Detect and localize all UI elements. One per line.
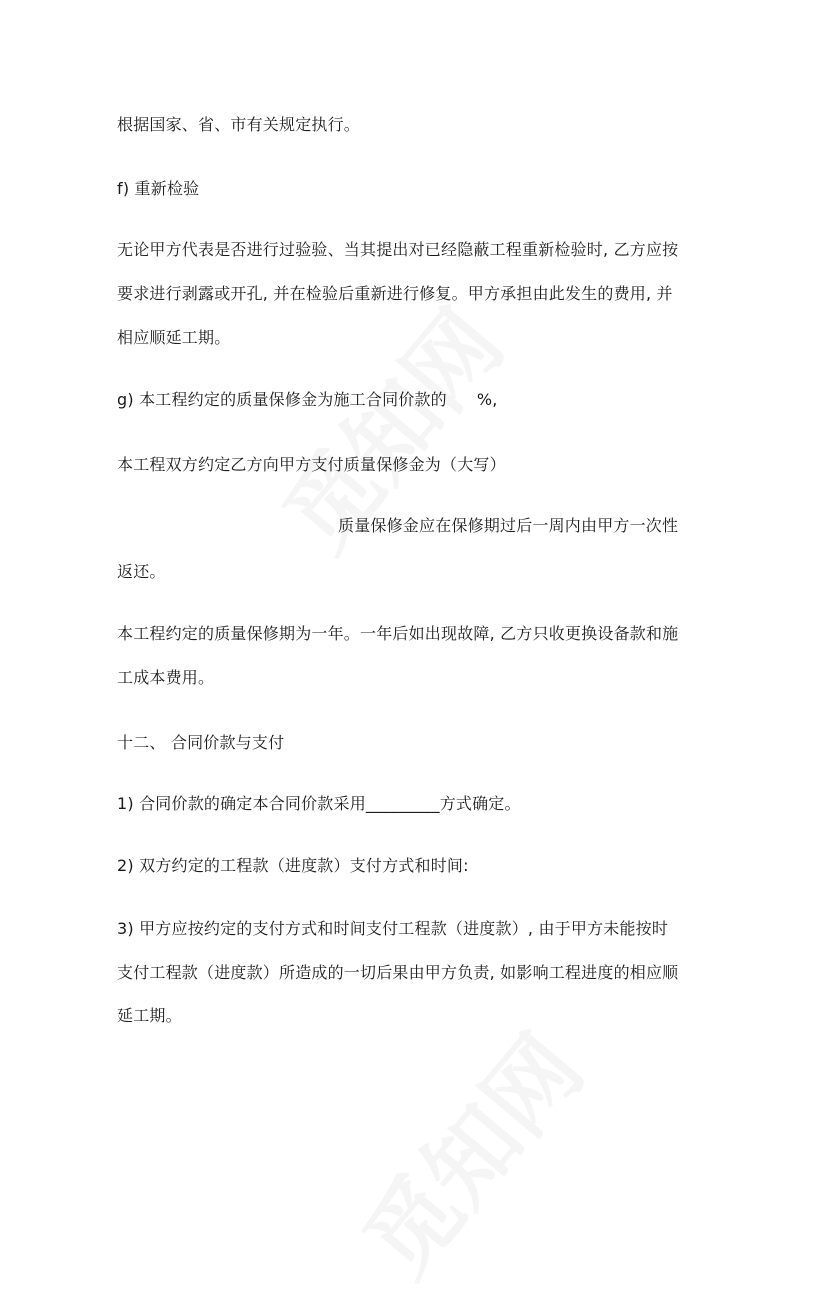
paragraph-line: 2) 双方约定的工程款（进度款）支付方式和时间: [117, 856, 469, 875]
paragraph-line: 工成本费用。 [117, 668, 215, 687]
paragraph-line: 本工程约定的质量保修期为一年。一年后如出现故障, 乙方只收更换设备款和施 [117, 624, 679, 643]
section-heading: f) 重新检验 [117, 179, 200, 198]
paragraph-line: 本工程双方约定乙方向甲方支付质量保修金为（大写） [117, 455, 506, 474]
watermark [329, 1003, 608, 1299]
paragraph-line: 无论甲方代表是否进行过验验、当其提出对已经隐蔽工程重新检验时, 乙方应按 [117, 240, 679, 259]
paragraph-line: 支付工程款（进度款）所造成的一切后果由甲方负责, 如影响工程进度的相应顺 [117, 963, 679, 982]
paragraph-line: 相应顺延工期。 [117, 328, 231, 347]
paragraph-line: 要求进行剥露或开孔, 并在检验后重新进行修复。甲方承担由此发生的费用, 并 [117, 284, 673, 303]
paragraph-line: 延工期。 [117, 1006, 182, 1025]
paragraph-line [117, 389, 498, 411]
paragraph-line: 质量保修金应在保修期过后一周内由甲方一次性 [338, 516, 679, 535]
paragraph-line: 1) 合同价款的确定本合同价款采用_________方式确定。 [117, 794, 521, 813]
paragraph-line: 返还。 [117, 562, 166, 581]
section-heading: 十二、 合同价款与支付 [117, 733, 285, 752]
paragraph-line: 根据国家、省、市有关规定执行。 [117, 115, 361, 134]
paragraph-line: 3) 甲方应按约定的支付方式和时间支付工程款（进度款）, 由于甲方未能按时 [117, 919, 669, 938]
percent-sign: %, [476, 390, 498, 409]
warranty-rate-text: g) 本工程约定的质量保修金为施工合同价款的 [117, 390, 447, 409]
